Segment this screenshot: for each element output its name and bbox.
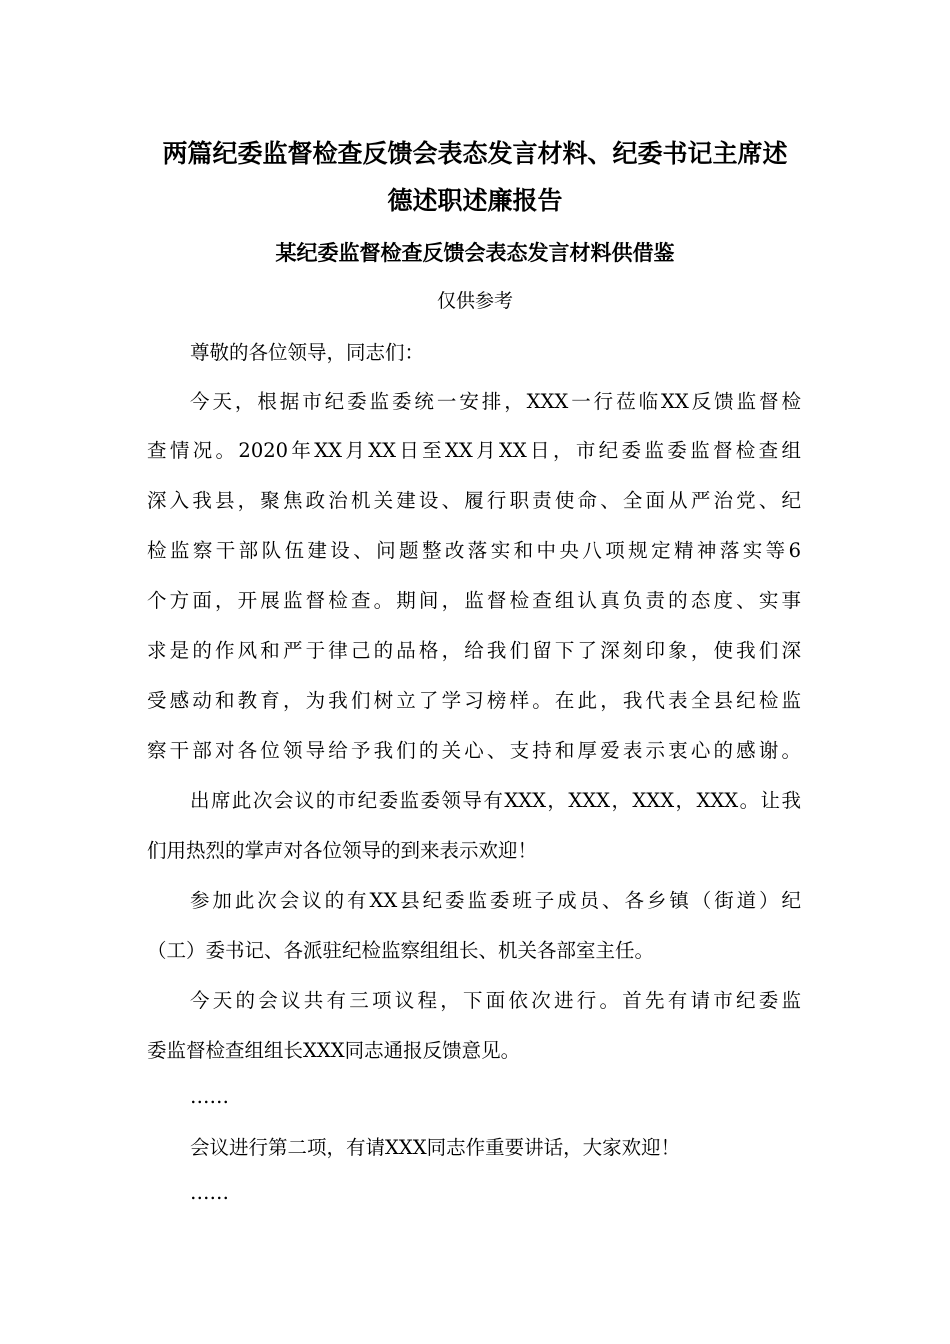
body-line: 今天的会议共有三项议程，下面依次进行。首先有请市纪委监 [190,989,801,1012]
body-line: 个方面，开展监督检查。期间，监督检查组认真负责的态度、实事 [147,589,801,612]
ellipsis-line: …… [190,1085,229,1108]
body-line: 察干部对各位领导给予我们的关心、支持和厚爱表示衷心的感谢。 [147,739,801,762]
body-line: 检监察干部队伍建设、问题整改落实和中央八项规定精神落实等6 [147,539,801,562]
body-line: 委监督检查组组长XXX同志通报反馈意见。 [147,1039,521,1062]
document-subtitle: 某纪委监督检查反馈会表态发言材料供借鉴 [275,240,675,265]
document-title-line-1: 两篇纪委监督检查反馈会表态发言材料、纪委书记主席述 [162,139,788,168]
ellipsis-line: …… [190,1181,229,1204]
body-line: 们用热烈的掌声对各位领导的到来表示欢迎！ [147,839,538,862]
body-line: 出席此次会议的市纪委监委领导有XXX，XXX，XXX，XXX。让我 [190,789,801,812]
body-line: 受感动和教育，为我们树立了学习榜样。在此，我代表全县纪检监 [147,689,801,712]
body-line: 会议进行第二项，有请XXX同志作重要讲话，大家欢迎！ [190,1136,681,1159]
body-line: 参加此次会议的有XX县纪委监委班子成员、各乡镇（街道）纪 [190,889,801,912]
body-line: 深入我县，聚焦政治机关建设、履行职责使命、全面从严治党、纪 [147,489,801,512]
body-line: （工）委书记、各派驻纪检监察组组长、机关各部室主任。 [147,939,655,962]
salutation: 尊敬的各位领导，同志们： [190,341,425,364]
body-line: 今天，根据市纪委监委统一安排，XXX一行莅临XX反馈监督检 [190,390,801,413]
document-title-line-2: 德述职述廉报告 [387,186,563,215]
body-line: 求是的作风和严于律己的品格，给我们留下了深刻印象，使我们深 [147,639,801,662]
body-line: 查情况。2020年XX月XX日至XX月XX日，市纪委监委监督检查组 [147,439,801,462]
reference-note: 仅供参考 [436,290,513,312]
